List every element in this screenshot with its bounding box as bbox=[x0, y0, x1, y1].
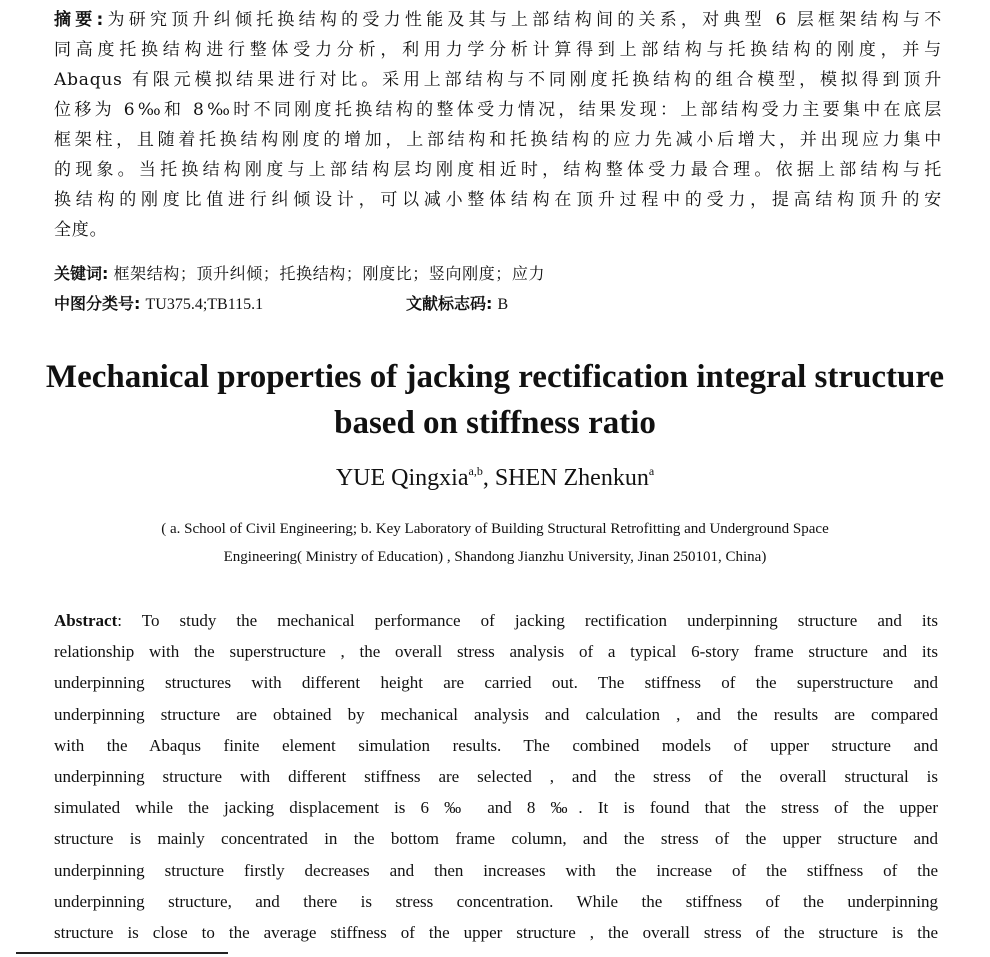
classification-value: TU375.4;TB115.1 bbox=[145, 296, 264, 313]
en-abstract-line-4: underpinning structure are obtained by mechanical analysis and calculation , and the results are compared bbox=[54, 704, 938, 724]
en-abstract-line-8: structure is mainly concentrated in the bottom frame column, and the stress of the upper structure and bbox=[54, 829, 938, 849]
en-abstract-line-5: with the Abaqus finite element simulation results. The combined models of upper structure and bbox=[54, 735, 938, 755]
classification-label: 中图分类号: bbox=[54, 294, 141, 313]
affiliation-line-1: ( a. School of Civil Engineering; b. Key Laboratory of Building Structural Retrofitting and Underground Space bbox=[161, 521, 829, 537]
cn-abstract-line-2: 同高度托换结构进行整体受力分析，利用力学分析计算得到上部结构与托换结构的刚度，并与 bbox=[54, 40, 942, 60]
en-abstract-line-1 bbox=[54, 605, 938, 636]
author-1-affil: a,b bbox=[468, 464, 483, 478]
cn-abstract-line-3: Abaqus 有限元模拟结果进行对比。采用上部结构与不同刚度托换结构的组合模型，模拟得到顶升 bbox=[54, 70, 942, 90]
cn-abstract-line-8: 全度。 bbox=[54, 220, 108, 240]
en-abstract-line-9: underpinning structure firstly decreases and then increases with the increase of the stiffness of the bbox=[54, 860, 938, 880]
affiliation bbox=[0, 515, 990, 571]
cn-abstract-text: 为研究顶升纠倾托换结构的受力性能及其与上部结构间的关系，对典型 6 层框架结构与不 bbox=[104, 10, 942, 30]
authors bbox=[0, 464, 990, 492]
en-abstract-line-7: simulated while the jacking displacement is 6 ‰ and 8 ‰. It is found that the stress of the upper bbox=[54, 798, 938, 818]
en-abstract bbox=[54, 605, 938, 948]
cn-abstract-line-5: 框架柱，且随着托换结构刚度的增加，上部结构和托换结构的应力先减小后增大，并出现应力集中 bbox=[54, 130, 942, 150]
cn-abstract-line-7: 换结构的刚度比值进行纠倾设计，可以减小整体结构在顶升过程中的受力，提高结构顶升的安 bbox=[54, 190, 942, 210]
author-2: SHEN Zhenkun bbox=[494, 465, 649, 491]
cn-abstract-line-1 bbox=[54, 8, 942, 33]
paper-title-line-1: Mechanical properties of jacking rectification integral structure bbox=[45, 359, 945, 395]
en-abstract-colon: : bbox=[117, 611, 142, 630]
classification bbox=[54, 293, 263, 316]
author-2-affil: a bbox=[648, 464, 655, 478]
en-abstract-text: To study the mechanical performance of jacking rectification underpinning structure and its bbox=[141, 611, 938, 630]
document-code-label: 文献标志码: bbox=[406, 294, 493, 313]
en-abstract-line-6: underpinning structure with different stiffness are selected , and the stress of the overall structural is bbox=[54, 766, 938, 786]
footnote-divider bbox=[16, 952, 228, 954]
en-abstract-line-10: underpinning structure, and there is stress concentration. While the stiffness of the underpinning bbox=[54, 891, 938, 911]
author-1: YUE Qingxia bbox=[335, 465, 469, 491]
affiliation-line-2: Engineering( Ministry of Education) , Shandong Jianzhu University, Jinan 250101, China) bbox=[223, 549, 767, 565]
cn-abstract-line-4: 位移为 6‰和 8‰时不同刚度托换结构的整体受力情况，结果发现：上部结构受力主要集中在底层 bbox=[54, 100, 942, 120]
keywords-value: 框架结构；顶升纠倾；托换结构；刚度比；竖向刚度；应力 bbox=[113, 264, 546, 283]
en-abstract-label: Abstract bbox=[54, 611, 118, 630]
paper-title-line-2: based on stiffness ratio bbox=[334, 405, 656, 441]
en-abstract-line-3: underpinning structures with different height are carried out. The stiffness of the superstructure and bbox=[54, 673, 938, 693]
cn-abstract-line-6: 的现象。当托换结构刚度与上部结构层均刚度相近时，结构整体受力最合理。依据上部结构与托 bbox=[54, 160, 942, 180]
keywords bbox=[54, 263, 545, 285]
keywords-label: 关键词: bbox=[54, 264, 109, 283]
en-abstract-line-2: relationship with the superstructure , the overall stress analysis of a typical 6-story frame structure and its bbox=[54, 642, 938, 662]
document-code-value: B bbox=[497, 296, 509, 313]
author-separator: , bbox=[482, 465, 495, 491]
document-code bbox=[406, 293, 508, 316]
en-abstract-line-11: structure is close to the average stiffness of the upper structure , the overall stress of the structure is the bbox=[54, 922, 938, 942]
cn-abstract-label: 摘要: bbox=[54, 10, 105, 30]
